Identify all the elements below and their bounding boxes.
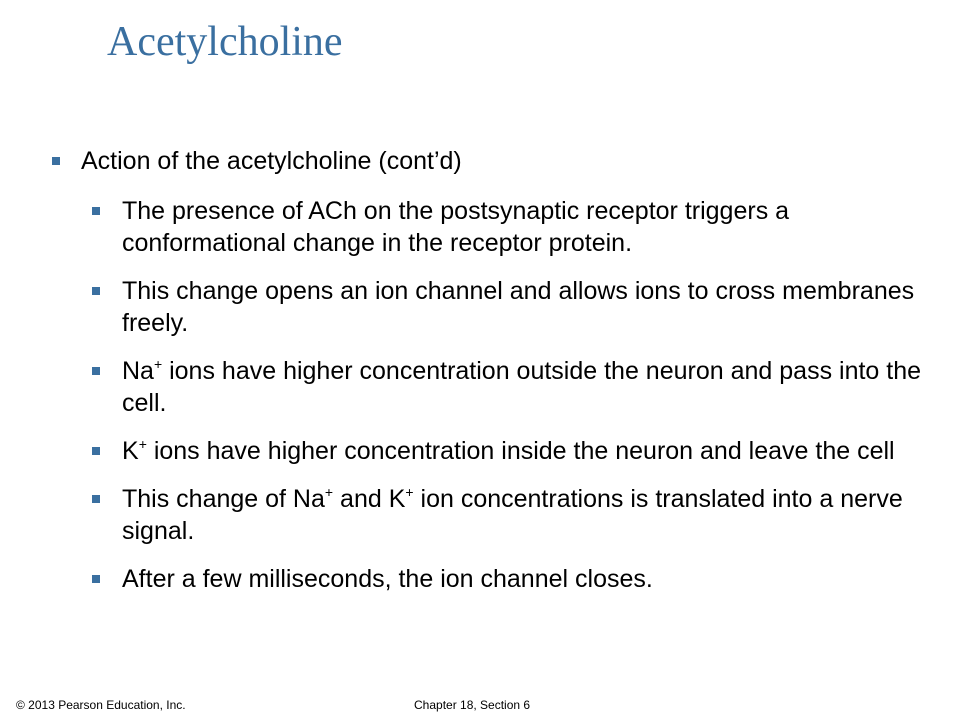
superscript: +	[138, 436, 147, 452]
sub-bullet-text	[122, 435, 930, 467]
sub-bullet-text	[122, 275, 930, 339]
superscript: +	[405, 484, 414, 500]
square-bullet-icon	[92, 287, 100, 295]
footer-copyright: © 2013 Pearson Education, Inc.	[16, 698, 186, 712]
main-bullet	[50, 145, 462, 177]
text-run: K	[122, 437, 139, 465]
square-bullet-icon	[52, 157, 60, 165]
sub-bullet	[90, 275, 930, 339]
sub-bullet-list	[90, 195, 930, 611]
text-run: Na	[122, 357, 154, 385]
sub-bullet	[90, 435, 930, 467]
text-run: After a few milliseconds, the ion channel closes.	[122, 565, 653, 593]
sub-bullet-text	[122, 563, 930, 595]
square-bullet-icon	[92, 367, 100, 375]
text-run: This change of Na	[122, 485, 325, 513]
superscript: +	[324, 484, 334, 500]
square-bullet-icon	[92, 207, 100, 215]
superscript: +	[153, 356, 163, 372]
text-run: The presence of ACh on the postsynaptic receptor triggers a conformational change in the receptor protein.	[122, 197, 790, 257]
sub-bullet	[90, 355, 930, 419]
square-bullet-icon	[92, 447, 100, 455]
sub-bullet-text	[122, 355, 930, 419]
text-run: ion concentrations is translated into a nerve signal.	[122, 485, 903, 545]
square-bullet-icon	[92, 495, 100, 503]
sub-bullet	[90, 563, 930, 595]
sub-bullet	[90, 195, 930, 259]
sub-bullet	[90, 483, 930, 547]
sub-bullet-text	[122, 483, 930, 547]
text-run: This change opens an ion channel and allows ions to cross membranes freely.	[122, 277, 915, 337]
text-run: ions have higher concentration outside the neuron and pass into the cell.	[122, 357, 922, 417]
text-run: and K	[333, 485, 406, 513]
slide-title: Acetylcholine	[107, 19, 343, 65]
sub-bullet-text	[122, 195, 930, 259]
footer-section: Chapter 18, Section 6	[414, 698, 531, 712]
main-bullet-text: Action of the acetylcholine (cont’d)	[81, 147, 462, 175]
square-bullet-icon	[92, 575, 100, 583]
text-run: ions have higher concentration inside the neuron and leave the cell	[146, 437, 895, 465]
